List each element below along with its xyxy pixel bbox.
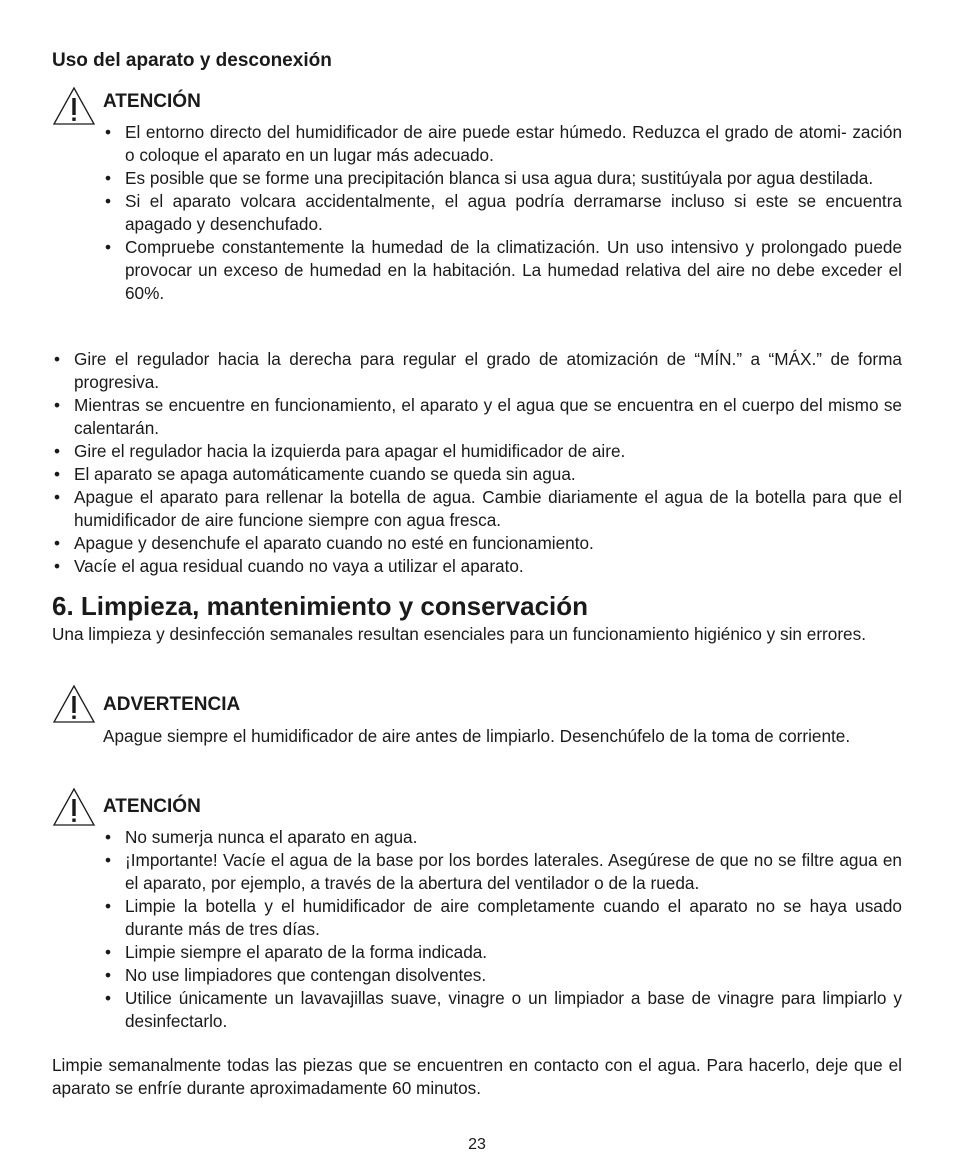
closing-paragraph: Limpie semanalmente todas las piezas que se encuentren en contacto con el agua. Para hacerlo, deje que el aparato se enfríe durante aproximadamente 60 minutos. [52, 1055, 902, 1098]
attention-title: ATENCIÓN [103, 796, 201, 817]
list-item: • Limpie la botella y el humidificador de aire completamente cuando el aparato no se haya usado durante más de tres días. [103, 895, 902, 941]
section-intro: Una limpieza y desinfección semanales resultan esenciales para un funcionamiento higiénico y sin errores. [52, 624, 866, 644]
list-item: • Gire el regulador hacia la izquierda para apagar el humidificador de aire. [52, 440, 902, 463]
list-item: • El aparato se apaga automáticamente cuando se queda sin agua. [52, 463, 902, 486]
attention-title: ATENCIÓN [103, 91, 201, 112]
section-heading: 6. Limpieza, mantenimiento y conservación [52, 591, 589, 621]
usage-list [52, 348, 902, 578]
list-item: • No use limpiadores que contengan disolventes. [103, 964, 902, 987]
list-item: • No sumerja nunca el aparato en agua. [103, 826, 902, 849]
list-item: • ¡Importante! Vacíe el agua de la base por los bordes laterales. Asegúrese de que no se filtre agua en el aparato, por ejemplo, a través de la abertura del ventilador o de la rueda. [103, 849, 902, 895]
list-item: • Compruebe constantemente la humedad de la climatización. Un uso intensivo y prolongado puede provocar un exceso de humedad en la habitación. La humedad relativa del aire no debe exceder el 60%. [103, 236, 902, 305]
list-item: • Gire el regulador hacia la derecha para regular el grado de atomización de “MÍN.” a “MÁX.” de forma progresiva. [52, 348, 902, 394]
list-item: • Mientras se encuentre en funcionamiento, el aparato y el agua que se encuentra en el cuerpo del mismo se calentarán. [52, 394, 902, 440]
list-item: • Limpie siempre el aparato de la forma indicada. [103, 941, 902, 964]
list-item: • El entorno directo del humidificador de aire puede estar húmedo. Reduzca el grado de atomi- zación o coloque el aparato en un lugar más adecuado. [103, 121, 902, 167]
list-item: • Apague y desenchufe el aparato cuando no esté en funcionamiento. [52, 532, 902, 555]
attention-list [103, 826, 902, 1033]
list-item: • Utilice únicamente un lavavajillas suave, vinagre o un limpiador a base de vinagre para limpiarlo y desinfectarlo. [103, 987, 902, 1033]
subsection-heading: Uso del aparato y desconexión [52, 50, 332, 71]
warning-triangle-icon [52, 787, 96, 827]
list-item: • Si el aparato volcara accidentalmente, el agua podría derramarse incluso si este se encuentra apagado y desenchufado. [103, 190, 902, 236]
page-number: 23 [468, 1136, 486, 1153]
list-item: • Vacíe el agua residual cuando no vaya a utilizar el aparato. [52, 555, 902, 578]
warning-triangle-icon [52, 684, 96, 724]
list-item: • Es posible que se forme una precipitación blanca si usa agua dura; sustitúyala por agua destilada. [103, 167, 902, 190]
list-item: • Apague el aparato para rellenar la botella de agua. Cambie diariamente el agua de la botella para que el humidificador de aire funcione siempre con agua fresca. [52, 486, 902, 532]
attention-list [103, 121, 902, 305]
warning-triangle-icon [52, 86, 96, 126]
warning-text: Apague siempre el humidificador de aire antes de limpiarlo. Desenchúfelo de la toma de corriente. [103, 726, 851, 746]
warning-title: ADVERTENCIA [103, 694, 241, 715]
